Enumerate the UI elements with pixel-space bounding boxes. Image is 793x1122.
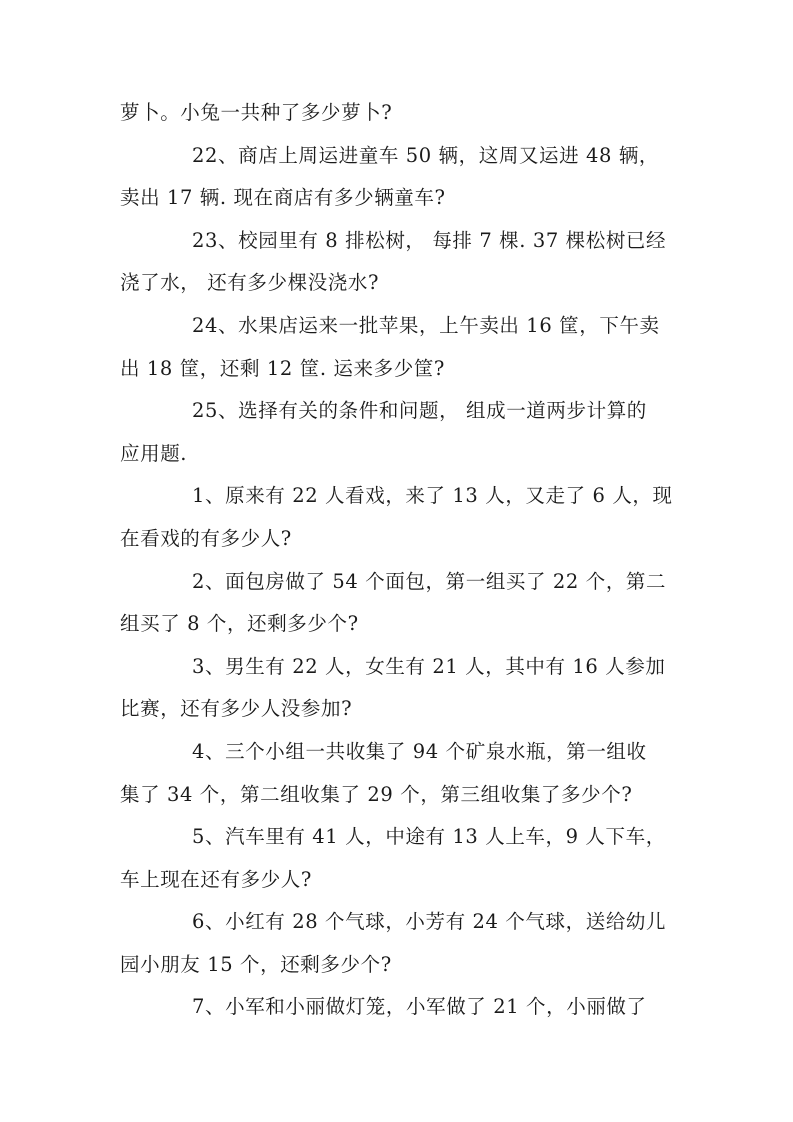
subproblem-4-line-2: 集了 34 个，第二组收集了 29 个，第三组收集了多少个? bbox=[120, 782, 633, 806]
problem-22-line-1: 22、商店上周运进童车 50 辆，这周又运进 48 辆， bbox=[192, 143, 660, 167]
document-page bbox=[120, 98, 673, 1035]
subproblem-2-line-2: 组买了 8 个，还剩多少个? bbox=[120, 612, 359, 636]
subproblem-3-line-1: 3、男生有 22 人，女生有 21 人，其中有 16 人参加 bbox=[192, 654, 666, 678]
problem-24-line-2: 出 18 筐，还剩 12 筐. 运来多少筐? bbox=[120, 356, 445, 380]
subproblem-7-line-1: 7、小军和小丽做灯笼，小军做了 21 个，小丽做了 bbox=[192, 995, 647, 1019]
subproblem-5-line-1: 5、汽车里有 41 人，中途有 13 人上车，9 人下车， bbox=[192, 825, 666, 849]
problem-23-line-2: 浇了水， 还有多少棵没浇水? bbox=[120, 271, 380, 295]
subproblem-2-line-1: 2、面包房做了 54 个面包，第一组买了 22 个，第二 bbox=[192, 569, 667, 593]
subproblem-1-line-2: 在看戏的有多少人? bbox=[120, 526, 292, 550]
subproblem-6-line-2: 园小朋友 15 个，还剩多少个? bbox=[120, 952, 392, 976]
subproblem-4-line-1: 4、三个小组一共收集了 94 个矿泉水瓶，第一组收 bbox=[192, 739, 647, 763]
problem-22-line-2: 卖出 17 辆. 现在商店有多少辆童车? bbox=[120, 186, 446, 210]
problem-25-line-1: 25、选择有关的条件和问题， 组成一道两步计算的 bbox=[192, 399, 647, 423]
subproblem-3-line-2: 比赛，还有多少人没参加? bbox=[120, 697, 353, 721]
text-line: 萝卜。小兔一共种了多少萝卜? bbox=[120, 101, 393, 124]
subproblem-1-line-1: 1、原来有 22 人看戏，来了 13 人，又走了 6 人，现 bbox=[192, 484, 673, 508]
problem-24-line-1: 24、水果店运来一批苹果，上午卖出 16 筐，下午卖 bbox=[192, 313, 660, 337]
problem-25-line-2: 应用题. bbox=[120, 441, 188, 465]
subproblem-5-line-2: 车上现在还有多少人? bbox=[120, 867, 312, 891]
subproblem-6-line-1: 6、小红有 28 个气球，小芳有 24 个气球，送给幼儿 bbox=[192, 910, 667, 934]
problem-23-line-1: 23、校园里有 8 排松树， 每排 7 棵. 37 棵松树已经 bbox=[192, 228, 667, 252]
